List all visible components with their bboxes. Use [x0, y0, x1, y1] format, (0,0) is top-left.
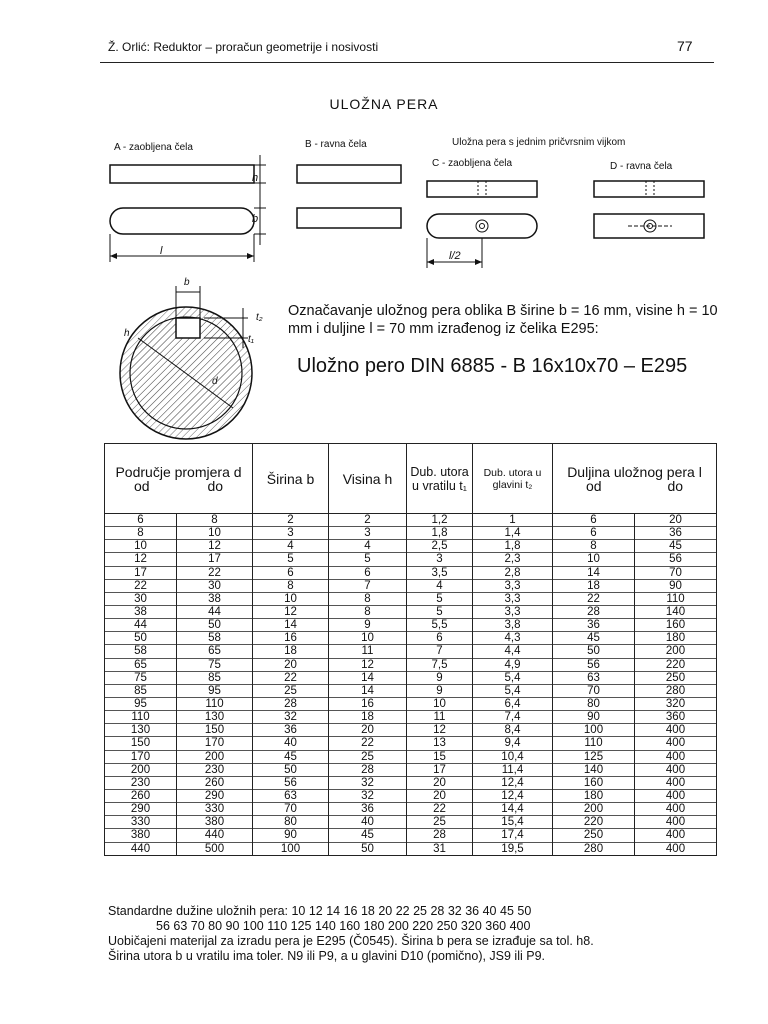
key-a-side-view: [110, 165, 254, 183]
table-cell: 58: [105, 645, 177, 658]
table-cell: 10: [105, 540, 177, 553]
table-cell: 100: [253, 842, 329, 855]
table-cell: 290: [105, 803, 177, 816]
table-cell: 17,4: [473, 829, 553, 842]
table-cell: 20: [329, 724, 407, 737]
table-cell: 380: [177, 816, 253, 829]
table-cell: 44: [105, 619, 177, 632]
table-cell: 400: [635, 816, 717, 829]
table-cell: 3: [329, 527, 407, 540]
table-cell: 140: [635, 605, 717, 618]
table-cell: 45: [635, 540, 717, 553]
table-cell: 20: [407, 789, 473, 802]
table-cell: 1,8: [473, 540, 553, 553]
table-cell: 7,5: [407, 658, 473, 671]
table-cell: 85: [177, 671, 253, 684]
table-cell: 90: [635, 579, 717, 592]
designation-note: Označavanje uložnog pera oblika B širine b = 16 mm, visine h = 10 mm i duljine l = 70 mm izrađenog iz čelika E295:: [288, 303, 718, 337]
table-cell: 22: [329, 737, 407, 750]
table-cell: 12,4: [473, 789, 553, 802]
table-cell: 10: [253, 592, 329, 605]
table-cell: 330: [105, 816, 177, 829]
table-cell: 220: [635, 658, 717, 671]
material-note: Uobičajeni materijal za izradu pera je E295 (Č0545). Širina b pera se izrađuje sa tol. h8.: [108, 934, 594, 948]
table-cell: 400: [635, 763, 717, 776]
table-row: [105, 671, 717, 684]
table-cell: 32: [329, 789, 407, 802]
designation-example: Uložno pero DIN 6885 - B 16x10x70 – E295: [297, 355, 688, 377]
standard-lengths-line-1: Standardne dužine uložnih pera: 10 12 14 16 18 20 22 25 28 32 36 40 45 50: [108, 904, 532, 918]
table-cell: 63: [253, 789, 329, 802]
header-diameter-range: [105, 444, 253, 514]
header-length-label: Duljina uložnog pera l: [567, 463, 702, 480]
table-cell: 3,5: [407, 566, 473, 579]
table-cell: 18: [553, 579, 635, 592]
table-cell: 6: [329, 566, 407, 579]
header-diameter-range-label: Područje promjera d: [115, 463, 242, 480]
table-cell: 8,4: [473, 724, 553, 737]
table-cell: 70: [553, 684, 635, 697]
table-cell: 45: [253, 750, 329, 763]
table-cell: 8: [177, 514, 253, 527]
table-cell: 58: [177, 632, 253, 645]
table-cell: 5,4: [473, 684, 553, 697]
table-cell: 5: [407, 592, 473, 605]
table-cell: 400: [635, 842, 717, 855]
key-dimensions-table: [104, 443, 717, 856]
table-cell: 5: [407, 605, 473, 618]
table-cell: 2: [253, 514, 329, 527]
table-cell: 400: [635, 750, 717, 763]
table-cell: 95: [177, 684, 253, 697]
table-cell: 4: [407, 579, 473, 592]
running-header: Ž. Orlić: Reduktor – proračun geometrije i nosivosti: [108, 40, 379, 54]
table-cell: 8: [329, 592, 407, 605]
header-hub-depth: Dub. utora u glavini t₂: [473, 444, 553, 514]
table-cell: 1,2: [407, 514, 473, 527]
table-cell: 65: [105, 658, 177, 671]
table-cell: 12: [329, 658, 407, 671]
table-cell: 22: [553, 592, 635, 605]
header-length-from: od: [585, 477, 602, 494]
table-cell: 95: [105, 697, 177, 710]
table-cell: 140: [553, 763, 635, 776]
table-row: [105, 776, 717, 789]
table-cell: 440: [105, 842, 177, 855]
table-cell: 320: [635, 697, 717, 710]
table-cell: 7: [407, 645, 473, 658]
section-title: ULOŽNA PERA: [329, 96, 439, 112]
table-cell: 56: [553, 658, 635, 671]
table-row: [105, 619, 717, 632]
table-cell: 230: [177, 763, 253, 776]
table-cell: 6: [553, 514, 635, 527]
table-cell: 125: [553, 750, 635, 763]
table-cell: 380: [105, 829, 177, 842]
table-cell: 8: [105, 527, 177, 540]
table-cell: 200: [635, 645, 717, 658]
table-cell: 20: [407, 776, 473, 789]
table-cell: 10: [329, 632, 407, 645]
table-cell: 32: [329, 776, 407, 789]
table-cell: 180: [553, 789, 635, 802]
table-cell: 250: [635, 671, 717, 684]
table-cell: 40: [253, 737, 329, 750]
table-cell: 4,4: [473, 645, 553, 658]
table-cell: 3,8: [473, 619, 553, 632]
shaft-t1-label: t₁: [248, 334, 254, 345]
table-cell: 5,5: [407, 619, 473, 632]
table-cell: 17: [105, 566, 177, 579]
page-number: 77: [677, 38, 693, 54]
table-cell: 7: [329, 579, 407, 592]
shaft-h-label: h: [124, 328, 130, 339]
label-screw-keys: Uložna pera s jednim pričvrsnim vijkom: [452, 137, 626, 148]
table-cell: 14: [329, 684, 407, 697]
table-cell: 440: [177, 829, 253, 842]
table-cell: 50: [253, 763, 329, 776]
table-cell: 2: [329, 514, 407, 527]
table-cell: 5: [253, 553, 329, 566]
table-cell: 56: [635, 553, 717, 566]
shaft-cross-section: [108, 278, 288, 443]
table-row: [105, 579, 717, 592]
table-cell: 38: [177, 592, 253, 605]
table-cell: 360: [635, 711, 717, 724]
table-cell: 9: [407, 671, 473, 684]
table-cell: 3,3: [473, 579, 553, 592]
label-form-b: B - ravna čela: [305, 139, 367, 150]
table-cell: 13: [407, 737, 473, 750]
table-cell: 25: [407, 816, 473, 829]
table-cell: 50: [177, 619, 253, 632]
table-cell: 28: [329, 763, 407, 776]
table-row: [105, 724, 717, 737]
key-b-side-view: [297, 165, 401, 183]
header-height: Visina h: [329, 444, 407, 514]
table-cell: 4,3: [473, 632, 553, 645]
table-cell: 200: [553, 803, 635, 816]
table-cell: 11: [329, 645, 407, 658]
key-b-top-view: [297, 208, 401, 228]
table-cell: 9,4: [473, 737, 553, 750]
table-row: [105, 658, 717, 671]
table-cell: 40: [329, 816, 407, 829]
table-cell: 17: [407, 763, 473, 776]
table-cell: 400: [635, 803, 717, 816]
table-row: [105, 816, 717, 829]
table-cell: 150: [105, 737, 177, 750]
table-cell: 70: [635, 566, 717, 579]
table-cell: 30: [177, 579, 253, 592]
table-cell: 280: [635, 684, 717, 697]
table-cell: 50: [329, 842, 407, 855]
table-cell: 6: [105, 514, 177, 527]
table-cell: 70: [253, 803, 329, 816]
table-cell: 12: [407, 724, 473, 737]
table-cell: 200: [105, 763, 177, 776]
table-cell: 260: [105, 789, 177, 802]
table-cell: 20: [635, 514, 717, 527]
table-cell: 56: [253, 776, 329, 789]
shaft-b-label: b: [184, 277, 190, 288]
standard-lengths-line-2: 56 63 70 80 90 100 110 125 140 160 180 200 220 250 320 360 400: [156, 919, 531, 933]
table-cell: 80: [253, 816, 329, 829]
table-cell: 2,3: [473, 553, 553, 566]
table-row: [105, 645, 717, 658]
table-cell: 10: [553, 553, 635, 566]
table-cell: 160: [553, 776, 635, 789]
table-cell: 65: [177, 645, 253, 658]
table-cell: 150: [177, 724, 253, 737]
table-cell: 22: [407, 803, 473, 816]
header-width: Širina b: [253, 444, 329, 514]
table-cell: 8: [253, 579, 329, 592]
table-cell: 50: [105, 632, 177, 645]
table-cell: 110: [105, 711, 177, 724]
table-cell: 6,4: [473, 697, 553, 710]
table-row: [105, 684, 717, 697]
table-cell: 28: [253, 697, 329, 710]
table-cell: 63: [553, 671, 635, 684]
table-cell: 18: [253, 645, 329, 658]
header-from: od: [133, 477, 150, 494]
shaft-t2-label: t₂: [256, 312, 263, 323]
table-cell: 2,8: [473, 566, 553, 579]
table-row: [105, 789, 717, 802]
header-length-to: do: [667, 477, 684, 494]
table-cell: 14: [329, 671, 407, 684]
table-cell: 85: [105, 684, 177, 697]
table-cell: 17: [177, 553, 253, 566]
table-cell: 38: [105, 605, 177, 618]
table-row: [105, 632, 717, 645]
table-cell: 28: [553, 605, 635, 618]
table-cell: 30: [105, 592, 177, 605]
table-row: [105, 737, 717, 750]
table-row: [105, 842, 717, 855]
table-cell: 16: [329, 697, 407, 710]
table-cell: 25: [329, 750, 407, 763]
header-to: do: [207, 477, 224, 494]
table-cell: 5: [329, 553, 407, 566]
table-cell: 260: [177, 776, 253, 789]
table-cell: 11,4: [473, 763, 553, 776]
table-cell: 10: [407, 697, 473, 710]
table-cell: 170: [177, 737, 253, 750]
table-cell: 3: [407, 553, 473, 566]
table-cell: 4: [329, 540, 407, 553]
table-cell: 14: [553, 566, 635, 579]
table-cell: 110: [177, 697, 253, 710]
shaft-d-label: d: [212, 376, 218, 387]
table-cell: 10,4: [473, 750, 553, 763]
table-cell: 4: [253, 540, 329, 553]
label-form-c: C - zaobljena čela: [432, 158, 513, 169]
key-a-top-view: [110, 208, 254, 234]
table-cell: 180: [635, 632, 717, 645]
table-cell: 36: [553, 619, 635, 632]
table-cell: 110: [635, 592, 717, 605]
table-cell: 100: [553, 724, 635, 737]
dim-h-label: h: [252, 172, 259, 184]
table-row: [105, 553, 717, 566]
table-cell: 6: [407, 632, 473, 645]
table-cell: 130: [105, 724, 177, 737]
table-row: [105, 514, 717, 527]
table-cell: 15: [407, 750, 473, 763]
table-cell: 20: [253, 658, 329, 671]
key-c-top-view: [427, 214, 537, 238]
table-cell: 14: [253, 619, 329, 632]
table-cell: 15,4: [473, 816, 553, 829]
table-row: [105, 527, 717, 540]
table-cell: 400: [635, 776, 717, 789]
table-cell: 3: [253, 527, 329, 540]
dim-b-label: b: [252, 213, 259, 225]
table-cell: 22: [253, 671, 329, 684]
table-cell: 110: [553, 737, 635, 750]
table-cell: 45: [553, 632, 635, 645]
table-cell: 8: [553, 540, 635, 553]
screw-hole-c: [476, 220, 488, 232]
label-form-a: A - zaobljena čela: [114, 142, 193, 153]
table-cell: 3,3: [473, 592, 553, 605]
header-rule: [100, 62, 714, 63]
label-form-d: D - ravna čela: [610, 161, 673, 172]
table-cell: 3,3: [473, 605, 553, 618]
table-cell: 31: [407, 842, 473, 855]
table-cell: 280: [553, 842, 635, 855]
table-row: [105, 697, 717, 710]
table-cell: 25: [253, 684, 329, 697]
table-cell: 9: [407, 684, 473, 697]
header-shaft-depth: Dub. utora u vratilu t₁: [407, 444, 473, 514]
table-cell: 400: [635, 789, 717, 802]
dim-l-label: l: [160, 245, 163, 257]
table-cell: 5,4: [473, 671, 553, 684]
table-cell: 75: [105, 671, 177, 684]
table-cell: 200: [177, 750, 253, 763]
table-row: [105, 763, 717, 776]
table-cell: 12: [177, 540, 253, 553]
table-cell: 1,4: [473, 527, 553, 540]
tolerance-note: Širina utora b u vratilu ima toler. N9 ili P9, a u glavini D10 (pomično), JS9 ili P9.: [108, 949, 545, 963]
table-cell: 500: [177, 842, 253, 855]
key-section: [176, 318, 200, 338]
table-cell: 12: [105, 553, 177, 566]
table-cell: 11: [407, 711, 473, 724]
table-cell: 44: [177, 605, 253, 618]
table-row: [105, 605, 717, 618]
table-cell: 400: [635, 829, 717, 842]
table-row: [105, 829, 717, 842]
table-cell: 12: [253, 605, 329, 618]
table-cell: 220: [553, 816, 635, 829]
table-cell: 22: [105, 579, 177, 592]
key-forms-drawing: [100, 150, 720, 280]
table-row: [105, 711, 717, 724]
key-d-side-view: [594, 181, 704, 197]
table-cell: 250: [553, 829, 635, 842]
table-cell: 330: [177, 803, 253, 816]
dim-l2-label: l/2: [449, 250, 461, 262]
table-cell: 75: [177, 658, 253, 671]
table-cell: 10: [177, 527, 253, 540]
table-cell: 4,9: [473, 658, 553, 671]
table-cell: 2,5: [407, 540, 473, 553]
table-cell: 7,4: [473, 711, 553, 724]
table-cell: 36: [253, 724, 329, 737]
table-cell: 45: [329, 829, 407, 842]
key-c-side-view: [427, 181, 537, 197]
table-cell: 170: [105, 750, 177, 763]
table-cell: 36: [329, 803, 407, 816]
table-cell: 400: [635, 724, 717, 737]
footer-notes: [108, 904, 720, 964]
table-cell: 6: [253, 566, 329, 579]
table-cell: 400: [635, 737, 717, 750]
table-row: [105, 592, 717, 605]
table-cell: 32: [253, 711, 329, 724]
table-cell: 18: [329, 711, 407, 724]
table-cell: 80: [553, 697, 635, 710]
table-row: [105, 566, 717, 579]
table-cell: 290: [177, 789, 253, 802]
table-cell: 6: [553, 527, 635, 540]
table-cell: 1,8: [407, 527, 473, 540]
table-cell: 160: [635, 619, 717, 632]
table-cell: 9: [329, 619, 407, 632]
table-cell: 130: [177, 711, 253, 724]
table-cell: 90: [253, 829, 329, 842]
table-cell: 90: [553, 711, 635, 724]
table-cell: 22: [177, 566, 253, 579]
table-cell: 230: [105, 776, 177, 789]
table-cell: 8: [329, 605, 407, 618]
table-cell: 1: [473, 514, 553, 527]
table-cell: 14,4: [473, 803, 553, 816]
table-row: [105, 803, 717, 816]
table-row: [105, 750, 717, 763]
table-cell: 19,5: [473, 842, 553, 855]
table-cell: 12,4: [473, 776, 553, 789]
table-row: [105, 540, 717, 553]
table-cell: 28: [407, 829, 473, 842]
table-cell: 36: [635, 527, 717, 540]
header-length: [553, 444, 717, 514]
table-cell: 50: [553, 645, 635, 658]
table-cell: 16: [253, 632, 329, 645]
